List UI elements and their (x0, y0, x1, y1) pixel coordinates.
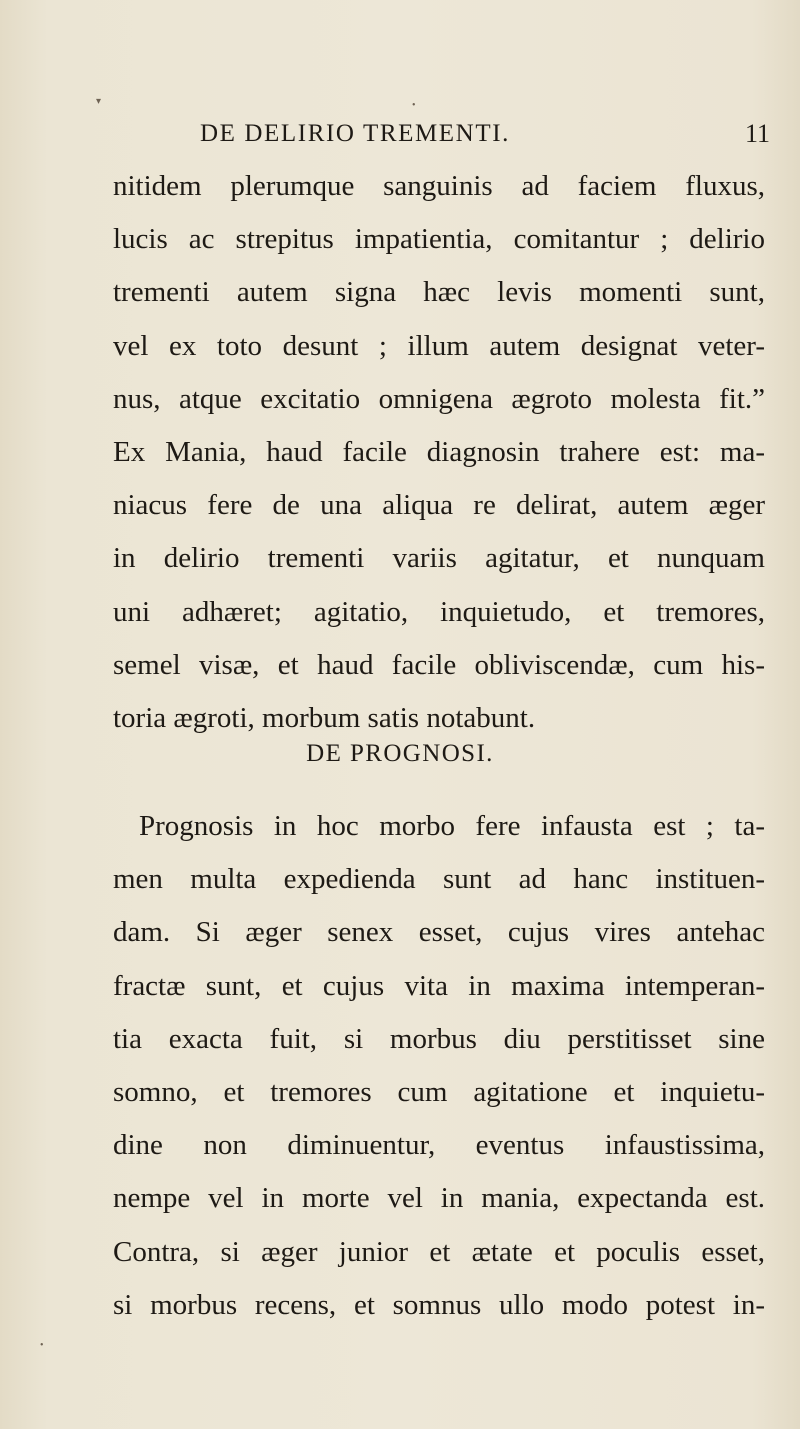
text-line: men multa expedienda sunt ad hanc instituen- (113, 863, 765, 896)
page-number: 11 (745, 119, 771, 148)
text-line: vel ex toto desunt ; illum autem designat veter- (113, 329, 765, 362)
text-line: Ex Mania, haud facile diagnosin trahere est: ma- (113, 435, 765, 468)
running-head (0, 116, 800, 152)
text-line: fractæ sunt, et cujus vita in maxima intemperan- (113, 969, 765, 1002)
paragraph-diagnosis (113, 160, 765, 745)
section-heading: DE PROGNOSI. (306, 740, 494, 767)
text-line: nempe vel in morte vel in mania, expectanda est. (113, 1182, 765, 1215)
text-line: semel visæ, et haud facile obliviscendæ, cum his- (113, 648, 765, 681)
ink-speck: • (40, 1340, 44, 1351)
text-line: dine non diminuentur, eventus infaustissima, (113, 1129, 765, 1162)
text-line: toria ægroti, morbum satis notabunt. (113, 701, 536, 734)
text-line: nitidem plerumque sanguinis ad faciem fluxus, (113, 170, 765, 202)
text-line: niacus fere de una aliqua re delirat, autem æger (113, 489, 765, 522)
text-line: nus, atque excitatio omnigena ægroto molesta fit.” (113, 382, 765, 415)
text-line: trementi autem signa hæc levis momenti sunt, (113, 276, 765, 309)
text-line: si morbus recens, et somnus ullo modo potest in- (113, 1288, 765, 1321)
text-line: Contra, si æger junior et ætate et poculis esset, (113, 1235, 765, 1268)
text-line: lucis ac strepitus impatientia, comitantur ; delirio (113, 223, 765, 256)
text-line: Prognosis in hoc morbo fere infausta est ; ta- (139, 810, 765, 842)
text-line: uni adhæret; agitatio, inquietudo, et tremores, (113, 595, 765, 628)
ink-speck: • (412, 100, 416, 111)
text-line: somno, et tremores cum agitatione et inquietu- (113, 1075, 765, 1108)
text-line: tia exacta fuit, si morbus diu perstitisset sine (113, 1022, 765, 1055)
running-head-title: DE DELIRIO TREMENTI. (200, 120, 510, 147)
paragraph-prognosis (113, 800, 765, 1332)
ink-speck: ▾ (96, 96, 102, 107)
text-line: in delirio trementi variis agitatur, et nunquam (113, 542, 765, 575)
text-line: dam. Si æger senex esset, cujus vires antehac (113, 916, 765, 949)
